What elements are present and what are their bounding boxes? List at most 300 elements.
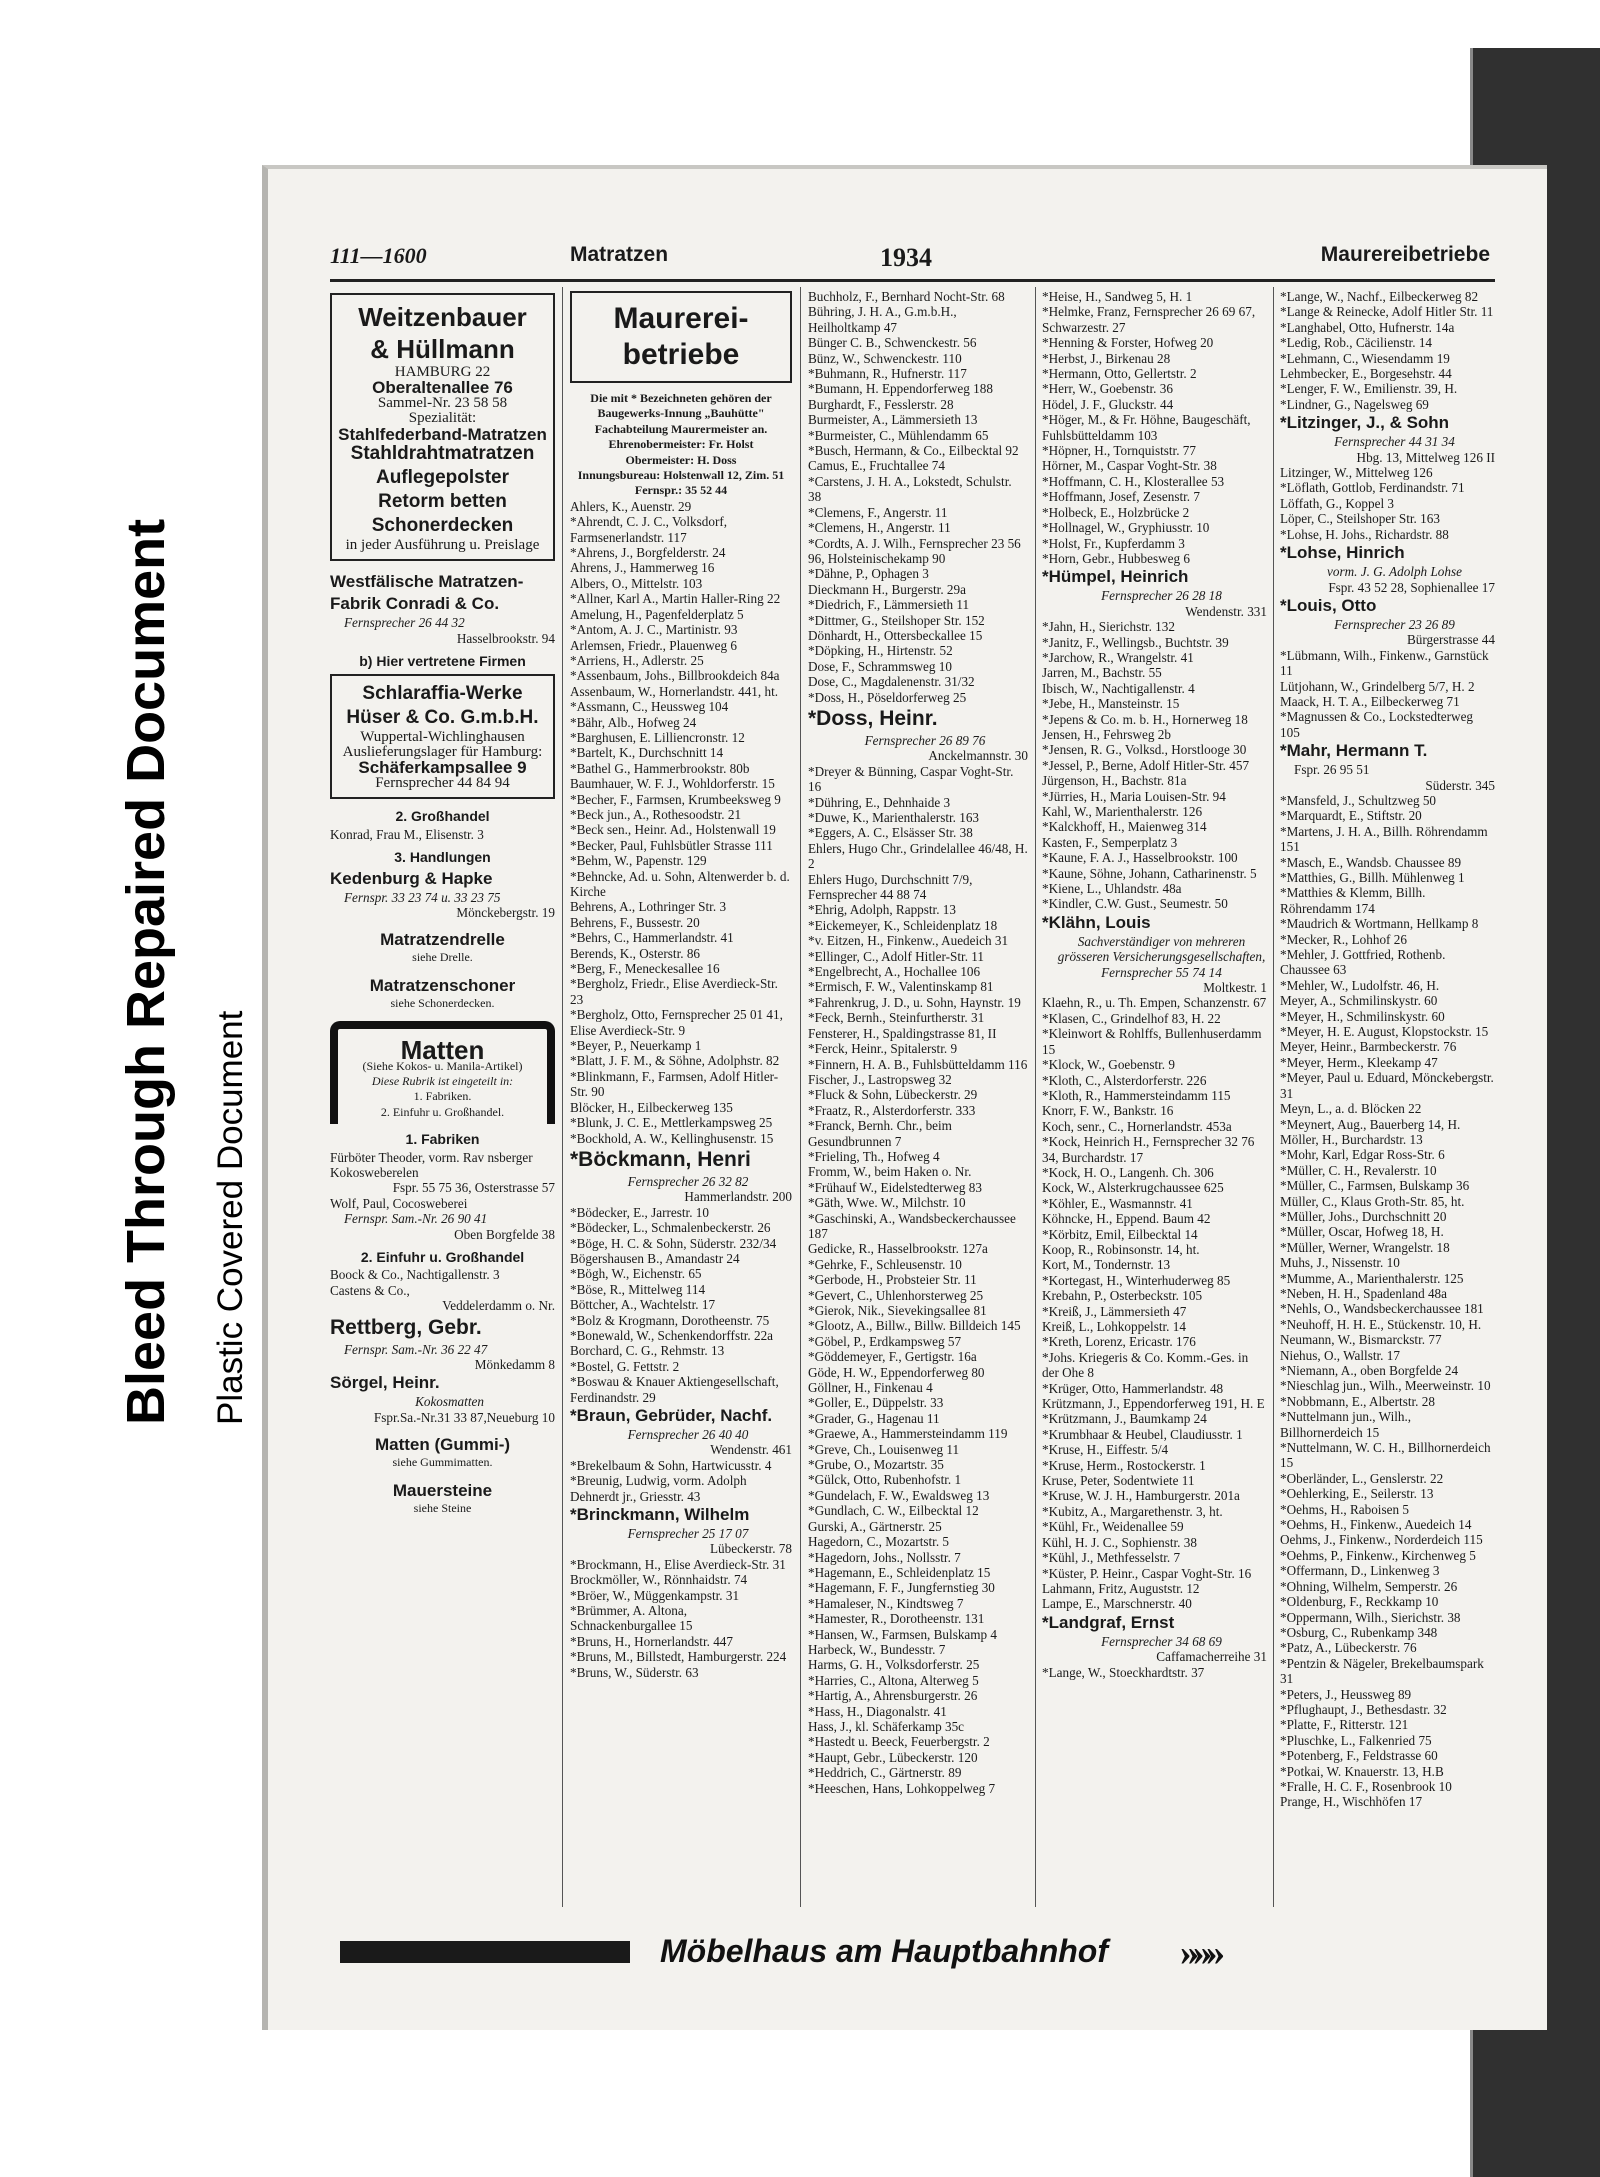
entry-text: *Lange, W., Nachf., Eilbeckerweg 82: [1280, 289, 1479, 304]
entry-text: *Mumme, A., Marienthalerstr. 125: [1280, 1270, 1464, 1286]
list-item: [1042, 1134, 1267, 1165]
entry-text: *Masch, E., Wandsb. Chaussee 89: [1280, 854, 1462, 870]
entry-text: Jürgenson, H., Bachstr. 81a: [1042, 773, 1187, 789]
entry-text: *Kloth, R., Hammersteindamm 115: [1042, 1087, 1231, 1103]
list-item: [1280, 1378, 1495, 1393]
entry-text: *Klock, W., Goebenstr. 9: [1042, 1057, 1175, 1073]
entry-name: Wolf, Paul, Cocosweberei: [330, 1195, 468, 1211]
ad-line: Hüser & Co. G.m.b.H.: [346, 706, 539, 728]
entry-text: *Mecker, R., Lohhof 26: [1280, 931, 1407, 947]
list-item: [808, 1673, 1028, 1688]
heading-text: Maurerei-betriebe: [613, 302, 749, 371]
entry-text: *Bruns, W., Süderstr. 63: [570, 1664, 699, 1680]
list-item: [570, 715, 792, 730]
list-item: [1042, 304, 1267, 335]
entry-text: *Bödecker, E., Jarrestr. 10: [570, 1204, 709, 1220]
list-item: [570, 869, 792, 900]
list-item: [808, 1010, 1028, 1025]
entry-text: Arlemsen, Friedr., Plauenweg 6: [570, 637, 738, 653]
list-item: [1042, 1211, 1267, 1226]
list-item: [570, 1236, 792, 1251]
list-item: [1280, 1317, 1495, 1332]
entry-text: Kühl, H. J. C., Sophienstr. 38: [1042, 1534, 1197, 1550]
list-item: [330, 1267, 555, 1282]
list-item: [808, 674, 1028, 689]
list-item: [1280, 527, 1495, 542]
entry-text: *Brümmer, A. Altona, Schnackenburgallee 15: [570, 1603, 693, 1634]
list-item: [1042, 1504, 1267, 1519]
list-item: [1280, 1625, 1495, 1640]
entry-text: *Brekelbaum & Sohn, Hartwicusstr. 4: [570, 1457, 772, 1473]
entry-text: *Kalckhoff, H., Maienweg 314: [1042, 819, 1207, 835]
list-item: [570, 622, 792, 637]
list-item: [570, 792, 792, 807]
list-item: [1042, 412, 1267, 443]
entry-name: Sörgel, Heinr.: [330, 1373, 440, 1393]
cross-reference-note: siehe Steine: [413, 1500, 472, 1515]
entry-text: *Ferck, Heinr., Spitalerstr. 9: [808, 1041, 958, 1057]
ad-line: Oberaltenallee 76: [372, 378, 513, 398]
entry-phone: Fernsprecher 23 26 89: [1334, 616, 1455, 632]
entry-text: *Potenberg, F., Feldstrasse 60: [1280, 1748, 1438, 1764]
entry-text: *Nieschlag jun., Wilh., Meerweinstr. 10: [1280, 1378, 1491, 1394]
list-item: [1280, 932, 1495, 947]
entry-text: Bögershausen B., Amandastr 24: [570, 1250, 740, 1266]
list-item: [570, 1374, 792, 1405]
list-item: [1042, 665, 1267, 680]
list-item: [1042, 1026, 1267, 1057]
entry-text: Böttcher, A., Wachtelstr. 17: [570, 1297, 716, 1313]
entry-list: [1280, 648, 1495, 740]
label-bleed-through: Bleed Through Repaired Document: [116, 518, 176, 1425]
list-item: [570, 1146, 792, 1205]
entry-text: *Neben, H. H., Spadenland 48a: [1280, 1285, 1448, 1301]
entry-text: Kort, M., Tondernstr. 13: [1042, 1257, 1171, 1273]
list-item: [1280, 808, 1495, 823]
entry-text: *Hagemann, E., Schleidenplatz 15: [808, 1564, 991, 1580]
entry-text: *Graewe, A., Hammersteindamm 119: [808, 1426, 1008, 1442]
heading-note: Diese Rubrik ist eingeteilt in:: [371, 1073, 514, 1088]
entry-text: *Kloth, C., Alsterdorferstr. 226: [1042, 1072, 1207, 1088]
list-item: [1280, 694, 1495, 709]
entry-text: Harms, G. H., Volksdorferstr. 25: [808, 1657, 980, 1673]
entry-note: vorm. J. G. Adolph Lohse: [1327, 564, 1462, 580]
list-item: [570, 776, 792, 791]
list-item: [1280, 511, 1495, 526]
list-item: [808, 351, 1028, 366]
entry-text: *Böge, H. C. & Sohn, Süderstr. 232/34: [570, 1235, 777, 1251]
entry-text: *Behrs, C., Hammerlandstr. 41: [570, 930, 734, 946]
entry-text: *Göbel, P., Erdkampsweg 57: [808, 1333, 962, 1349]
list-item: [1280, 1101, 1495, 1116]
list-item: [1280, 793, 1495, 808]
entry-text: Burmeister, A., Lämmersieth 13: [808, 412, 978, 428]
list-item: [1280, 1687, 1495, 1702]
list-item: [808, 1334, 1028, 1349]
entry-text: *Matthies & Klemm, Billh. Röhrendamm 174: [1280, 885, 1426, 916]
entry-text: *Nuttelmann jun., Wilh., Billhornerdeich 15: [1280, 1409, 1412, 1440]
list-item: [570, 761, 792, 776]
entry-text: *Körbitz, Emil, Eilbecktal 14: [1042, 1226, 1198, 1242]
entry-text: Fischer, J., Lastropsweg 32: [808, 1071, 952, 1087]
entry-text: *Fralle, H. C. F., Rosenbrook 10: [1280, 1778, 1452, 1794]
entry-text: Gedicke, R., Hasselbrookstr. 127a: [808, 1241, 988, 1257]
entry-text: *Pentzin & Nägeler, Brekelbaumspark 31: [1280, 1655, 1484, 1687]
list-item: [808, 628, 1028, 643]
entry-text: *Dühring, E., Dehnhaide 3: [808, 794, 951, 810]
list-item: [808, 949, 1028, 964]
entry-text: Maack, H. T. A., Eilbeckerweg 71: [1280, 693, 1460, 709]
cross-reference: Matratzendrelle: [380, 930, 505, 950]
list-item: [1280, 1147, 1495, 1162]
ad-line: Sammel-Nr. 23 58 58: [377, 394, 508, 411]
entry-text: *Beck jun., A., Rothesoodstr. 21: [570, 806, 742, 822]
list-item: [1042, 1304, 1267, 1319]
entry-text: *Lohse, H. Johs., Richardstr. 88: [1280, 526, 1449, 542]
entry-text: *Greve, Ch., Louisenweg 11: [808, 1441, 960, 1457]
entry-text: *Müller, Oscar, Hofweg 18, H.: [1280, 1224, 1444, 1240]
entry-text: *Duwe, K., Marienthalerstr. 163: [808, 810, 980, 825]
year: 1934: [880, 243, 932, 272]
list-item: [1280, 366, 1495, 381]
list-item: [570, 1634, 792, 1649]
entry-text: Hödel, J. F., Gluckstr. 44: [1042, 396, 1174, 412]
list-item: [1042, 1103, 1267, 1118]
entry-text: *Kiene, L., Uhlandstr. 48a: [1042, 881, 1182, 897]
list-item: [1280, 320, 1495, 335]
list-item: [1042, 335, 1267, 350]
entry-text: *Mansfeld, J., Schultzweg 50: [1280, 792, 1437, 808]
entry-text: Berends, K., Osterstr. 86: [570, 945, 701, 961]
entry-text: Ibisch, W., Nachtigallenstr. 4: [1042, 680, 1195, 696]
entry-text: Ehlers, Hugo Chr., Grindelallee 46/48, H. 2: [808, 840, 1028, 872]
list-item: [1280, 1656, 1495, 1687]
entry-text: *Jebe, H., Mansteinstr. 15: [1042, 696, 1180, 712]
entry-text: Bühring, J. H. A., G.m.b.H., Heilholtkamp 47: [808, 304, 957, 335]
list-item: [1042, 1319, 1267, 1334]
list-item: [1280, 1194, 1495, 1209]
column-3: [808, 289, 1028, 1919]
list-item: [1280, 1748, 1495, 1763]
list-item: [808, 1719, 1028, 1734]
entry-text: *Bruns, H., Hornerlandstr. 447: [570, 1633, 733, 1649]
entry-address: Fspr.Sa.-Nr.31 33 87,Neueburg 10: [373, 1409, 555, 1425]
list-item: [1042, 650, 1267, 665]
entry-text: *Gäth, Wwe. W., Milchstr. 10: [808, 1195, 966, 1211]
list-item: [1042, 1411, 1267, 1426]
list-item: [1042, 351, 1267, 366]
entry-text: *Lübmann, Wilh., Finkenw., Garnstück 11: [1280, 647, 1489, 679]
entry-text: *Allner, Karl A., Martin Haller-Ring 22: [570, 591, 781, 607]
entry-text: *Oehlerking, E., Seilerstr. 13: [1280, 1486, 1434, 1502]
entry-text: *Harries, C., Altona, Alterweg 5: [808, 1672, 979, 1688]
heading-note: 1. Fabriken.: [413, 1089, 472, 1104]
entry-text: *Gevert, C., Uhlenhorsterweg 25: [808, 1287, 984, 1303]
section-heading: 2. Großhandel: [395, 808, 490, 825]
entry-phone: Fspr. 26 95 51: [1294, 762, 1370, 778]
list-item: [1280, 947, 1495, 978]
entry-note: Sachverständiger von mehreren grösseren Versicherungsgesellschaften, Fernsprecher 55 74 14: [1057, 933, 1266, 980]
list-item: [570, 730, 792, 745]
list-item: [570, 576, 792, 591]
entry-text: *Bumann, H. Eppendorferweg 188: [808, 381, 993, 397]
list-item: [1042, 1566, 1267, 1581]
entry-text: *Gülck, Otto, Rubenhofstr. 1: [808, 1472, 962, 1488]
list-item: [808, 1318, 1028, 1333]
intro-note: Innungsbureau: Holstenwall 12, Zim. 51: [577, 468, 785, 483]
entry-address: Hammerlandstr. 200: [684, 1189, 792, 1205]
entry-text: *Jepens & Co. m. b. H., Hornerweg 18: [1042, 711, 1248, 727]
intro-note: Ehrenobermeister: Fr. Holst: [608, 437, 754, 452]
list-item: [808, 659, 1028, 674]
entry-text: *Holst, Fr., Kupferdamm 3: [1042, 535, 1185, 551]
entry-text: *Oehms, P., Finkenw., Kirchenweg 5: [1280, 1547, 1476, 1563]
list-item: [1280, 542, 1495, 595]
column-rule: [1273, 287, 1274, 1907]
entry-list: [1280, 289, 1495, 412]
list-item: [1042, 681, 1267, 696]
list-item: [808, 1026, 1028, 1041]
entry-text: *Bruns, M., Billstedt, Hamburgerstr. 224: [570, 1649, 787, 1665]
entry-note: Kokosmatten: [415, 1394, 484, 1410]
entry-list: [570, 1205, 792, 1405]
entry-text: *Assmann, C., Heussweg 104: [570, 699, 729, 715]
list-item: [570, 1343, 792, 1358]
entry-text: *Bögh, W., Eichenstr. 65: [570, 1266, 702, 1282]
list-item: [1042, 1581, 1267, 1596]
list-item: [808, 335, 1028, 350]
section-title-right: Maurereibetriebe: [1320, 243, 1490, 266]
list-item: [808, 1734, 1028, 1749]
cross-reference: Matten (Gummi-): [374, 1435, 511, 1455]
list-item: [1042, 1288, 1267, 1303]
entry-text: Prange, H., Wischhöfen 17: [1280, 1794, 1423, 1810]
list-item: [1042, 1242, 1267, 1257]
entry-text: *Köhler, E., Wasmannstr. 41: [1042, 1195, 1193, 1211]
list-item: [570, 1328, 792, 1343]
list-item: [1042, 505, 1267, 520]
list-item: [1042, 804, 1267, 819]
entry-text: *Osburg, C., Rubenkamp 348: [1280, 1624, 1438, 1640]
arrow-icon: »»»: [1180, 1932, 1219, 1974]
list-item: [1280, 397, 1495, 412]
list-item: [570, 838, 792, 853]
heading-maurereibetriebe: [570, 291, 792, 383]
list-item: [1042, 1057, 1267, 1072]
list-item: [808, 1103, 1028, 1118]
list-item: [1280, 916, 1495, 931]
list-item: [570, 1266, 792, 1281]
entry-text: Hass, J., kl. Schäferkamp 35c: [808, 1718, 965, 1734]
entry-text: *Pluschke, L., Falkenried 75: [1280, 1732, 1432, 1748]
entry-text: Buchholz, F., Bernhard Nocht-Str. 68: [808, 289, 1005, 304]
column-5: [1280, 289, 1495, 1919]
list-item: [1280, 1440, 1495, 1471]
ad-line: Weitzenbauer: [358, 302, 527, 332]
entry-text: *Matthies, G., Billh. Mühlenweg 1: [1280, 870, 1465, 885]
entry-text: *Heise, H., Sandweg 5, H. 1: [1042, 289, 1193, 304]
list-item: [808, 1195, 1028, 1210]
list-item: [1280, 1209, 1495, 1224]
list-item: [808, 366, 1028, 381]
entry-text: Göllner, H., Finkenau 4: [808, 1380, 933, 1396]
list-item: [808, 1303, 1028, 1318]
entry-name: Kedenburg & Hapke: [330, 868, 493, 888]
entry-text: *Clemens, F., Angerstr. 11: [808, 504, 948, 520]
entry-text: *Göddemeyer, F., Gertigstr. 16a: [808, 1349, 977, 1365]
entry-text: *Böse, R., Mittelweg 114: [570, 1281, 706, 1297]
list-item: [570, 1251, 792, 1266]
list-item: [808, 933, 1028, 948]
entry-text: *Bostel, G. Fettstr. 2: [570, 1358, 680, 1374]
list-item: [808, 1257, 1028, 1272]
entry-text: Neumann, W., Bismarckstr. 77: [1280, 1332, 1442, 1348]
entry-text: *Blinkmann, F., Farmsen, Adolf Hitler-Str. 90: [570, 1068, 779, 1100]
directory-page: [262, 165, 1547, 2030]
list-item: [808, 1488, 1028, 1503]
list-item: [570, 1007, 792, 1038]
list-item: [808, 1395, 1028, 1410]
list-item: [808, 690, 1028, 705]
list-item: [1042, 619, 1267, 634]
entry-text: *Bolz & Krogmann, Dorotheenstr. 75: [570, 1312, 770, 1328]
list-item: [570, 607, 792, 622]
entry-text: *Kühl, Fr., Weidenallee 59: [1042, 1519, 1184, 1535]
entry-text: *Hartig, A., Ahrensburgerstr. 26: [808, 1688, 978, 1704]
list-item: [1042, 1180, 1267, 1195]
entry-text: Jarren, M., Bachstr. 55: [1042, 665, 1162, 681]
entry-text: Löper, C., Steilshoper Str. 163: [1280, 511, 1440, 527]
entry-text: Niehus, O., Wallstr. 17: [1280, 1347, 1400, 1363]
entry-text: Meyn, L., a. d. Blöcken 22: [1280, 1101, 1422, 1117]
entry-text: *Kock, H. O., Langenh. Ch. 306: [1042, 1164, 1214, 1180]
list-item: [1280, 1240, 1495, 1255]
entry-name: Fürböter Theoder, vorm. Rav nsberger Kokosweberelen: [330, 1149, 533, 1180]
list-item: [808, 1781, 1028, 1796]
list-item: [570, 961, 792, 976]
column-rule: [1035, 287, 1036, 1907]
list-item: [808, 1534, 1028, 1549]
entry-phone: Fernsprecher 25 17 07: [627, 1526, 749, 1542]
list-item: [808, 1288, 1028, 1303]
entry-text: *Ellinger, C., Adolf Hitler-Str. 11: [808, 948, 985, 964]
intro-note: Fernspr.: 35 52 44: [634, 483, 728, 498]
entry-text: *Oppermann, Wilh., Sierichstr. 38: [1280, 1609, 1461, 1625]
list-item: [808, 1565, 1028, 1580]
entry-text: *Müller, Werner, Wrangelstr. 18: [1280, 1239, 1450, 1255]
page-content: [330, 239, 1495, 1984]
entry-list: [1280, 793, 1495, 1810]
entry-text: *Lange & Reinecke, Adolf Hitler Str. 11: [1280, 304, 1494, 320]
entry-address: Oben Borgfelde 38: [454, 1226, 555, 1242]
list-item: [1280, 993, 1495, 1008]
entry-text: Klaehn, R., u. Th. Empen, Schanzenstr. 67: [1042, 995, 1267, 1011]
entry-text: *Potkai, W. Knauerstr. 13, H.B: [1280, 1763, 1444, 1779]
entry-text: *Eickemeyer, K., Schleidenplatz 18: [808, 917, 998, 933]
list-item: [808, 1365, 1028, 1380]
list-item: [1042, 758, 1267, 773]
column-rule: [562, 287, 563, 1907]
entry-text: *Martens, J. H. A., Billh. Röhrendamm 151: [1280, 823, 1488, 855]
entry-text: *Beck sen., Heinr. Ad., Holstenwall 19: [570, 822, 776, 838]
entry-text: *Hagedorn, Johs., Nollsstr. 7: [808, 1549, 961, 1565]
entry-text: *Jarchow, R., Wrangelstr. 41: [1042, 649, 1194, 665]
entry-text: *Mohr, Karl, Edgar Ross-Str. 6: [1280, 1147, 1445, 1163]
entry-text: *Holbeck, E., Holzbrücke 2: [1042, 504, 1190, 520]
list-item: [570, 1205, 792, 1220]
entry-text: *Pflughaupt, J., Bethesdastr. 32: [1280, 1701, 1447, 1717]
advertisement-banner: [330, 1929, 1495, 1977]
entry-address: Fspr. 43 52 28, Sophienallee 17: [1328, 579, 1495, 595]
list-item: [808, 428, 1028, 443]
banner-bar: [340, 1941, 630, 1963]
entry-text: *Gundelach, F. W., Ewaldsweg 13: [808, 1487, 990, 1503]
entry-list: [808, 289, 1028, 705]
entry-text: Ehlers Hugo, Durchschnitt 7/9, Fernsprecher 44 88 74: [808, 871, 973, 903]
list-item: [1042, 696, 1267, 711]
entry-text: *Burmeister, C., Mühlendamm 65: [808, 427, 989, 443]
entry-text: *Hoffmann, C. H., Klosterallee 53: [1042, 473, 1225, 489]
entry-text: *Nuttelmann, W. C. H., Billhornerdeich 15: [1280, 1440, 1491, 1471]
entry-text: *Müller, C., Farmsen, Bulskamp 36: [1280, 1178, 1470, 1194]
entry-text: *Busch, Hermann, & Co., Eilbecktal 92: [808, 443, 1019, 459]
heading-note: 2. Einfuhr u. Großhandel.: [380, 1104, 505, 1119]
entry-text: *Bergholz, Friedr., Elise Averdieck-Str. 23: [570, 976, 778, 1007]
list-item: [570, 853, 792, 868]
entry-phone: Fernsprecher 26 28 18: [1101, 588, 1222, 604]
list-item: [1280, 1286, 1495, 1301]
entry-phone: Fernsprecher 26 32 82: [627, 1173, 749, 1189]
list-item: [1042, 1535, 1267, 1550]
entry-phone: Fernspr. Sam.-Nr. 36 22 47: [344, 1341, 488, 1357]
list-item: [1042, 397, 1267, 412]
entry-list: [808, 764, 1028, 1796]
entry-text: *Ehrig, Adolph, Rappstr. 13: [808, 902, 956, 918]
entry-text: Litzinger, W., Mittelweg 126: [1280, 465, 1433, 481]
intro-note: Obermeister: H. Doss: [625, 452, 737, 467]
entry-text: *Hass, H., Diagonalstr. 41: [808, 1703, 947, 1719]
list-item: [1280, 1779, 1495, 1794]
list-item: [808, 443, 1028, 458]
list-item: [808, 1057, 1028, 1072]
entry-text: Fromm, W., beim Haken o. Nr.: [808, 1164, 972, 1180]
list-item: [570, 915, 792, 930]
entry-list: [1280, 465, 1495, 542]
entry-text: Krützmann, J., Eppendorferweg 191, H. E: [1042, 1396, 1265, 1412]
entry-text: *Hamaleser, N., Kindtsweg 7: [808, 1595, 964, 1611]
list-item: [808, 1611, 1028, 1626]
entry-text: *Meyer, H. E. August, Klopstockstr. 15: [1280, 1024, 1489, 1040]
list-item: [1280, 1224, 1495, 1239]
list-item: [1280, 740, 1495, 793]
section-heading: 3. Handlungen: [394, 849, 491, 866]
list-item: [570, 1282, 792, 1297]
list-item: [808, 289, 1028, 304]
list-item: [1280, 595, 1495, 648]
ad-line: in jeder Ausführung u. Preislage: [345, 537, 540, 554]
list-item: [570, 1115, 792, 1130]
entry-text: *Bockhold, A. W., Kellinghusenstr. 15: [570, 1130, 774, 1146]
list-item: [1042, 712, 1267, 727]
entry-text: *Janitz, F., Wellingsb., Buchtstr. 39: [1042, 634, 1229, 650]
list-item: [570, 699, 792, 714]
list-item: [1042, 536, 1267, 551]
list-item: [1042, 1612, 1267, 1665]
list-item: [1042, 520, 1267, 535]
entry-text: *Berg, F., Meneckesallee 16: [570, 961, 720, 977]
entry-name: *Doss, Heinr.: [808, 706, 938, 730]
section-heading: b) Hier vertretene Firmen: [359, 653, 526, 670]
